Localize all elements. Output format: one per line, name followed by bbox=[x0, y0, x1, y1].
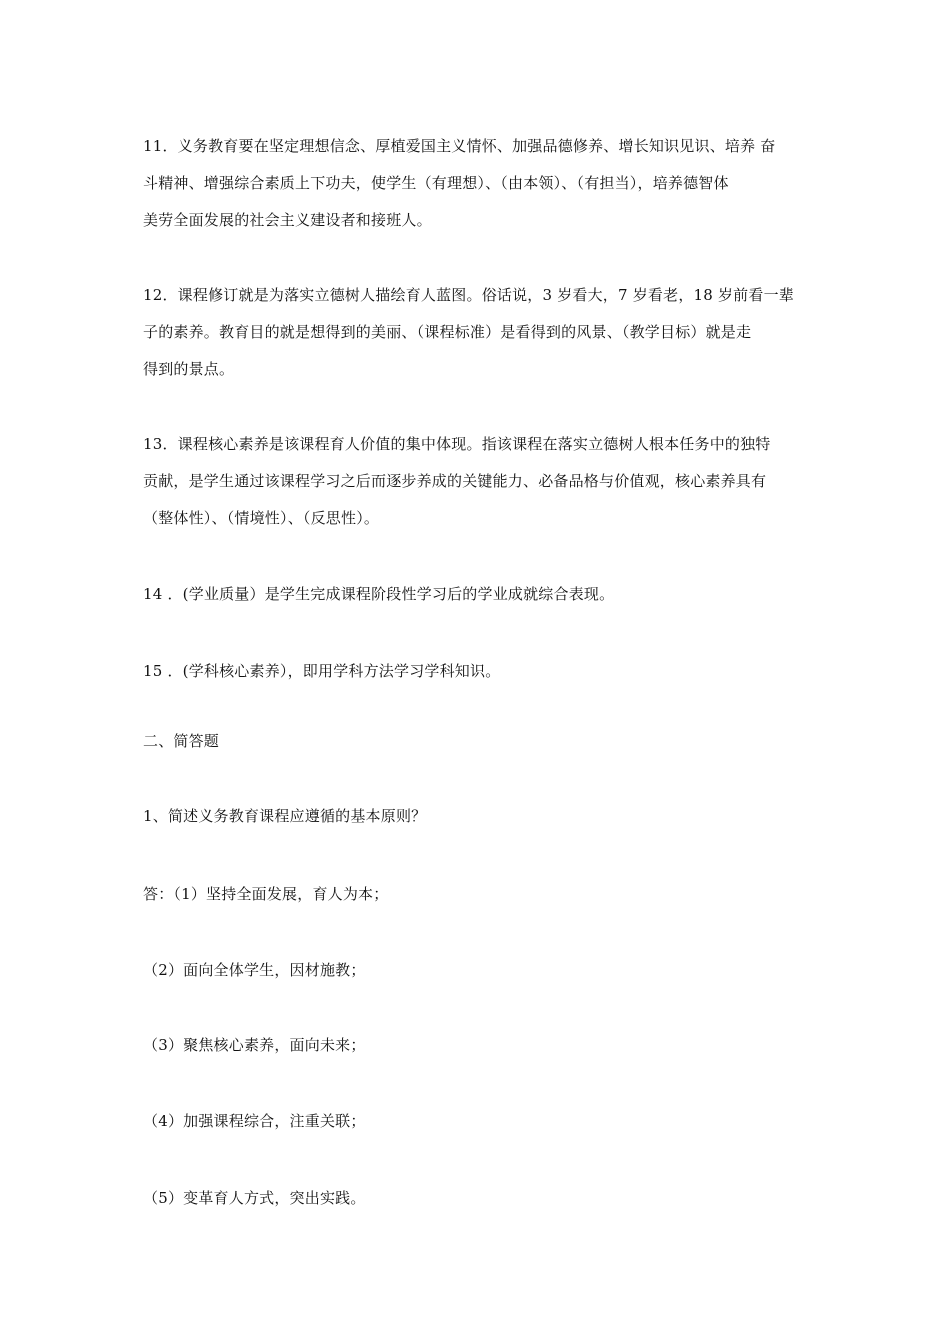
question-line: 11．义务教育要在坚定理想信念、厚植爱国主义情怀、加强品德修养、增长知识见识、培养 奋 bbox=[143, 137, 776, 155]
question-13 bbox=[143, 426, 811, 537]
section-heading: 二、简答题 bbox=[143, 732, 220, 750]
answer-line-1: 答：（1）坚持全面发展，育人为本； bbox=[143, 885, 389, 903]
question-12 bbox=[143, 277, 811, 388]
question-line: 12．课程修订就是为落实立德树人描绘育人蓝图。俗话说，3 岁看大，7 岁看老，18 岁前看一辈 bbox=[143, 286, 794, 304]
question-line: 美劳全面发展的社会主义建设者和接班人。 bbox=[143, 211, 432, 229]
question-line: 子的素养。教育目的就是想得到的美丽、（课程标准）是看得到的风景、（教学目标）就是走 bbox=[143, 323, 752, 341]
answer-line-2: （2）面向全体学生，因材施教； bbox=[143, 961, 366, 979]
question-11 bbox=[143, 128, 811, 239]
question-line: 13．课程核心素养是该课程育人价值的集中体现。指该课程在落实立德树人根本任务中的独特 bbox=[143, 435, 771, 453]
short-answer-question: 1、简述义务教育课程应遵循的基本原则？ bbox=[143, 807, 427, 825]
answer-line-5: （5）变革育人方式，突出实践。 bbox=[143, 1189, 366, 1207]
answer-line-4: （4）加强课程综合，注重关联； bbox=[143, 1112, 366, 1130]
question-line: 贡献，是学生通过该课程学习之后而逐步养成的关键能力、必备品格与价值观，核心素养具有 bbox=[143, 472, 767, 490]
question-line: （整体性）、（情境性）、（反思性）。 bbox=[143, 509, 380, 527]
question-14: 14 ．(学业质量）是学生完成课程阶段性学习后的学业成就综合表现。 bbox=[143, 585, 615, 603]
question-15: 15 ．(学科核心素养），即用学科方法学习学科知识。 bbox=[143, 662, 501, 680]
answer-line-3: （3）聚焦核心素养，面向未来； bbox=[143, 1036, 366, 1054]
question-line: 斗精神、增强综合素质上下功夫，使学生（有理想）、（由本领）、（有担当），培养德智体 bbox=[143, 174, 729, 192]
question-line: 得到的景点。 bbox=[143, 360, 235, 378]
